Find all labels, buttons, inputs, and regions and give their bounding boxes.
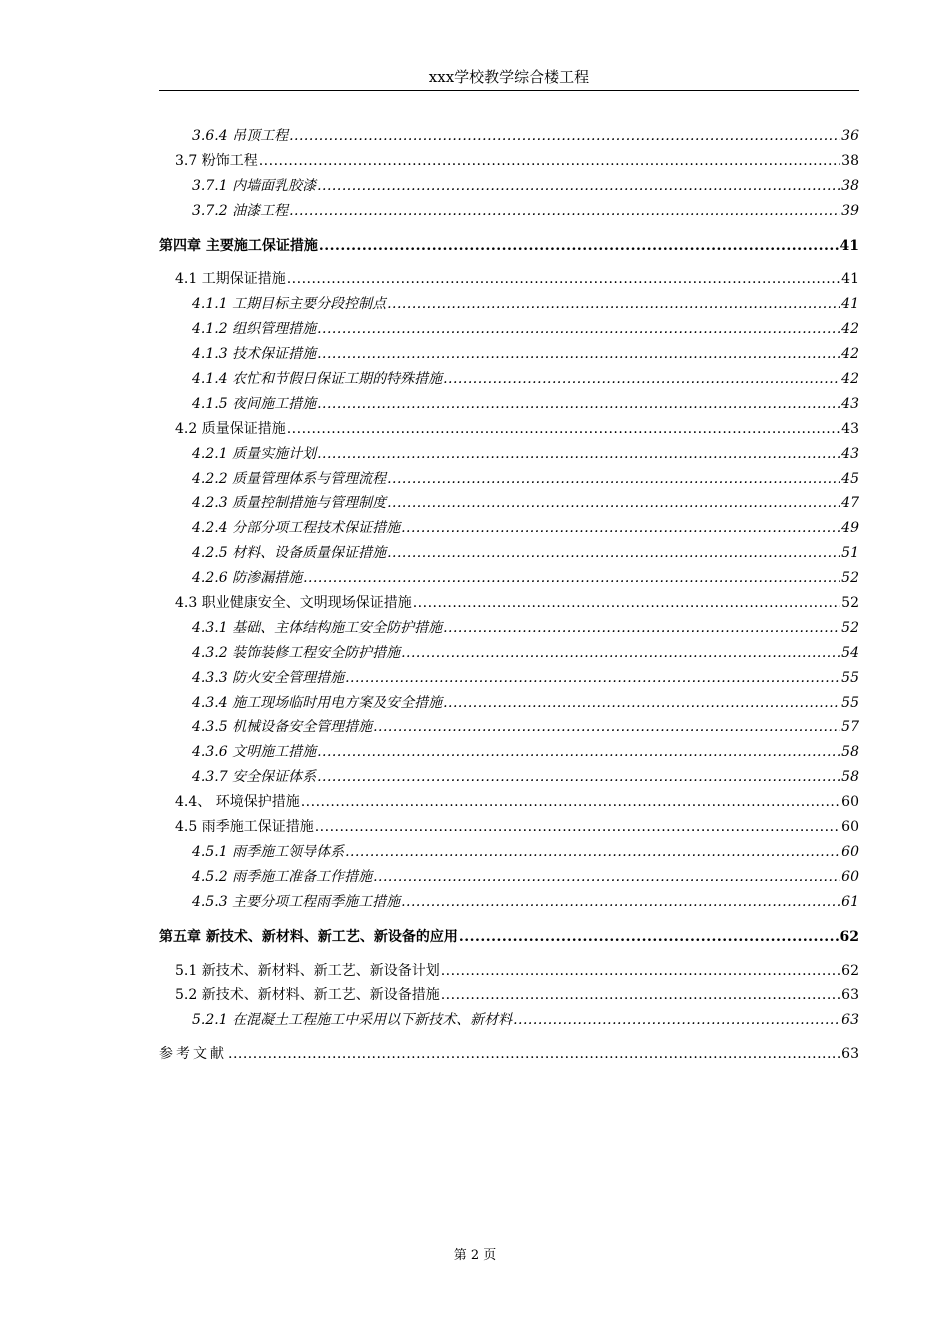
- toc-entry-title: 4.5 雨季施工保证措施: [175, 819, 314, 836]
- toc-leader-dots: [287, 267, 840, 292]
- toc-entry[interactable]: [159, 267, 859, 292]
- toc-entry-title: 4.3.5 机械设备安全管理措施: [192, 719, 373, 736]
- toc-entry[interactable]: [159, 1008, 859, 1033]
- toc-entry[interactable]: [159, 865, 859, 890]
- toc-entry-page: 52: [841, 595, 859, 612]
- toc-entry-title: 4.3.7 安全保证体系: [192, 769, 317, 786]
- toc-entry[interactable]: [159, 641, 859, 666]
- toc-entry-title: 4.2 质量保证措施: [175, 420, 286, 437]
- toc-leader-dots: [317, 317, 840, 342]
- toc-entry-title: 4.1.2 组织管理措施: [192, 321, 317, 338]
- toc-entry-title: 3.7.1 内墙面乳胶漆: [192, 177, 317, 194]
- toc-entry[interactable]: [159, 765, 859, 790]
- toc-entry-title: 4.2.3 质量控制措施与管理制度: [192, 495, 387, 512]
- toc-leader-dots: [387, 491, 840, 516]
- toc-entry[interactable]: [159, 199, 859, 224]
- toc-leader-dots: [345, 666, 840, 691]
- toc-leader-dots: [443, 691, 840, 716]
- toc-entry-page: 36: [841, 128, 859, 144]
- toc-entry[interactable]: [159, 292, 859, 317]
- toc-entry-page: 38: [841, 177, 859, 194]
- page-header: [159, 66, 859, 91]
- toc-entry-title: 4.3.2 装饰装修工程安全防护措施: [192, 644, 401, 661]
- toc-entry-page: 60: [841, 843, 859, 860]
- toc-leader-dots: [228, 1042, 840, 1067]
- toc-leader-dots: [373, 715, 840, 740]
- toc-entry-page: 41: [839, 237, 859, 254]
- toc-leader-dots: [345, 840, 840, 865]
- toc-entry-page: 57: [841, 719, 859, 736]
- toc-leader-dots: [459, 925, 839, 950]
- toc-entry-page: 61: [841, 893, 859, 910]
- toc-leader-dots: [387, 292, 840, 317]
- toc-entry-page: 42: [841, 321, 859, 338]
- toc-leader-dots: [513, 1008, 840, 1033]
- toc-entry-page: 60: [841, 819, 859, 836]
- toc-entry-title: 3.6.4 吊顶工程: [192, 128, 289, 144]
- toc-entry[interactable]: [159, 442, 859, 467]
- toc-entry-title: 3.7 粉饰工程: [175, 152, 258, 169]
- toc-entry-title: 4.1 工期保证措施: [175, 271, 286, 288]
- toc-entry[interactable]: [159, 815, 859, 840]
- toc-leader-dots: [317, 174, 840, 199]
- toc-entry-page: 58: [841, 769, 859, 786]
- toc-entry-page: 60: [841, 794, 859, 811]
- toc-entry-page: 63: [841, 987, 859, 1004]
- toc-entry-page: 52: [841, 570, 859, 587]
- toc-leader-dots: [289, 199, 840, 224]
- toc-entry[interactable]: [159, 234, 859, 259]
- toc-entry-page: 52: [841, 619, 859, 636]
- toc-leader-dots: [441, 959, 840, 984]
- table-of-contents: [159, 124, 859, 1067]
- toc-entry-title: 4.3.1 基础、主体结构施工安全防护措施: [192, 619, 443, 636]
- toc-entry-page: 62: [839, 928, 859, 945]
- toc-leader-dots: [315, 815, 840, 840]
- toc-entry[interactable]: [159, 691, 859, 716]
- toc-entry-title: 4.3.4 施工现场临时用电方案及安全措施: [192, 694, 443, 711]
- toc-entry[interactable]: [159, 591, 859, 616]
- toc-entry-title: 4.5.3 主要分项工程雨季施工措施: [192, 893, 401, 910]
- toc-entry-page: 45: [841, 470, 859, 487]
- toc-entry[interactable]: [159, 342, 859, 367]
- toc-entry-page: 42: [841, 346, 859, 363]
- toc-leader-dots: [441, 983, 840, 1008]
- toc-leader-dots: [443, 367, 840, 392]
- toc-entry-title: 4.3 职业健康安全、文明现场保证措施: [175, 595, 412, 612]
- toc-entry-page: 54: [841, 644, 859, 661]
- toc-entry-title: 5.1 新技术、新材料、新工艺、新设备计划: [175, 962, 440, 979]
- toc-entry-title: 4.3.6 文明施工措施: [192, 744, 317, 761]
- toc-entry[interactable]: [159, 740, 859, 765]
- toc-entry[interactable]: [159, 890, 859, 915]
- toc-entry-page: 38: [841, 152, 859, 169]
- toc-leader-dots: [303, 566, 840, 591]
- toc-entry-page: 43: [841, 395, 859, 412]
- toc-entry-page: 55: [841, 669, 859, 686]
- toc-entry-page: 41: [841, 271, 859, 288]
- toc-entry-page: 51: [841, 545, 859, 562]
- toc-entry[interactable]: [159, 541, 859, 566]
- page-footer: [0, 1244, 950, 1263]
- toc-entry[interactable]: [159, 149, 859, 174]
- toc-entry[interactable]: [159, 516, 859, 541]
- toc-entry-title: 4.1.5 夜间施工措施: [192, 395, 317, 412]
- toc-entry-title: 4.2.5 材料、设备质量保证措施: [192, 545, 387, 562]
- toc-entry-title: 4.3.3 防火安全管理措施: [192, 669, 345, 686]
- toc-entry-title: 4.2.1 质量实施计划: [192, 445, 317, 462]
- toc-entry[interactable]: [159, 983, 859, 1008]
- toc-entry[interactable]: [159, 715, 859, 740]
- toc-leader-dots: [319, 234, 839, 259]
- toc-entry-title: 参考文献: [159, 1046, 227, 1063]
- toc-entry[interactable]: [159, 1042, 859, 1067]
- toc-entry-title: 4.1.3 技术保证措施: [192, 346, 317, 363]
- toc-entry-title: 4.1.1 工期目标主要分段控制点: [192, 296, 387, 313]
- toc-entry-title: 4.4、 环境保护措施: [175, 794, 300, 811]
- toc-leader-dots: [259, 149, 840, 174]
- toc-leader-dots: [401, 641, 840, 666]
- toc-leader-dots: [443, 616, 840, 641]
- toc-entry[interactable]: [159, 491, 859, 516]
- toc-leader-dots: [287, 417, 840, 442]
- toc-entry-title: 第四章 主要施工保证措施: [159, 237, 318, 254]
- toc-entry-page: 62: [841, 962, 859, 979]
- toc-entry-page: 42: [841, 371, 859, 388]
- toc-entry[interactable]: [159, 417, 859, 442]
- toc-leader-dots: [301, 790, 840, 815]
- toc-leader-dots: [387, 467, 840, 492]
- toc-entry[interactable]: [159, 840, 859, 865]
- toc-leader-dots: [387, 541, 840, 566]
- toc-entry-page: 58: [841, 744, 859, 761]
- toc-entry-page: 55: [841, 694, 859, 711]
- toc-entry[interactable]: [159, 124, 859, 149]
- toc-entry[interactable]: [159, 666, 859, 691]
- toc-entry[interactable]: [159, 392, 859, 417]
- toc-entry[interactable]: [159, 467, 859, 492]
- toc-entry-page: 41: [841, 296, 859, 313]
- toc-entry-page: 49: [841, 520, 859, 537]
- toc-leader-dots: [401, 890, 840, 915]
- toc-entry-title: 4.2.2 质量管理体系与管理流程: [192, 470, 387, 487]
- toc-entry[interactable]: [159, 790, 859, 815]
- toc-entry-page: 63: [841, 1012, 859, 1029]
- toc-entry-page: 60: [841, 868, 859, 885]
- toc-entry-page: 63: [841, 1046, 859, 1063]
- toc-entry[interactable]: [159, 317, 859, 342]
- toc-entry-title: 3.7.2 油漆工程: [192, 202, 289, 219]
- toc-entry[interactable]: [159, 616, 859, 641]
- toc-entry[interactable]: [159, 174, 859, 199]
- toc-entry[interactable]: [159, 367, 859, 392]
- toc-entry-page: 43: [841, 420, 859, 437]
- toc-leader-dots: [289, 124, 840, 149]
- toc-leader-dots: [317, 765, 840, 790]
- toc-leader-dots: [401, 516, 840, 541]
- header-title: xxx学校教学综合楼工程: [428, 68, 590, 86]
- toc-leader-dots: [413, 591, 840, 616]
- toc-entry-title: 4.5.2 雨季施工准备工作措施: [192, 868, 373, 885]
- toc-entry-page: 43: [841, 445, 859, 462]
- toc-entry[interactable]: [159, 925, 859, 950]
- toc-entry-title: 4.2.6 防渗漏措施: [192, 570, 303, 587]
- toc-leader-dots: [373, 865, 840, 890]
- toc-entry-title: 5.2.1 在混凝土工程施工中采用以下新技术、新材料: [192, 1012, 513, 1029]
- toc-entry-title: 4.2.4 分部分项工程技术保证措施: [192, 520, 401, 537]
- toc-leader-dots: [317, 740, 840, 765]
- toc-entry-title: 5.2 新技术、新材料、新工艺、新设备措施: [175, 987, 440, 1004]
- toc-entry-title: 4.5.1 雨季施工领导体系: [192, 843, 345, 860]
- page-number: 第 2 页: [453, 1248, 497, 1263]
- toc-leader-dots: [317, 342, 840, 367]
- toc-entry[interactable]: [159, 959, 859, 984]
- toc-entry-title: 第五章 新技术、新材料、新工艺、新设备的应用: [159, 928, 458, 945]
- toc-entry-title: 4.1.4 农忙和节假日保证工期的特殊措施: [192, 371, 443, 388]
- toc-entry-page: 47: [841, 495, 859, 512]
- toc-leader-dots: [317, 442, 840, 467]
- toc-entry-page: 39: [841, 202, 859, 219]
- toc-entry[interactable]: [159, 566, 859, 591]
- toc-leader-dots: [317, 392, 840, 417]
